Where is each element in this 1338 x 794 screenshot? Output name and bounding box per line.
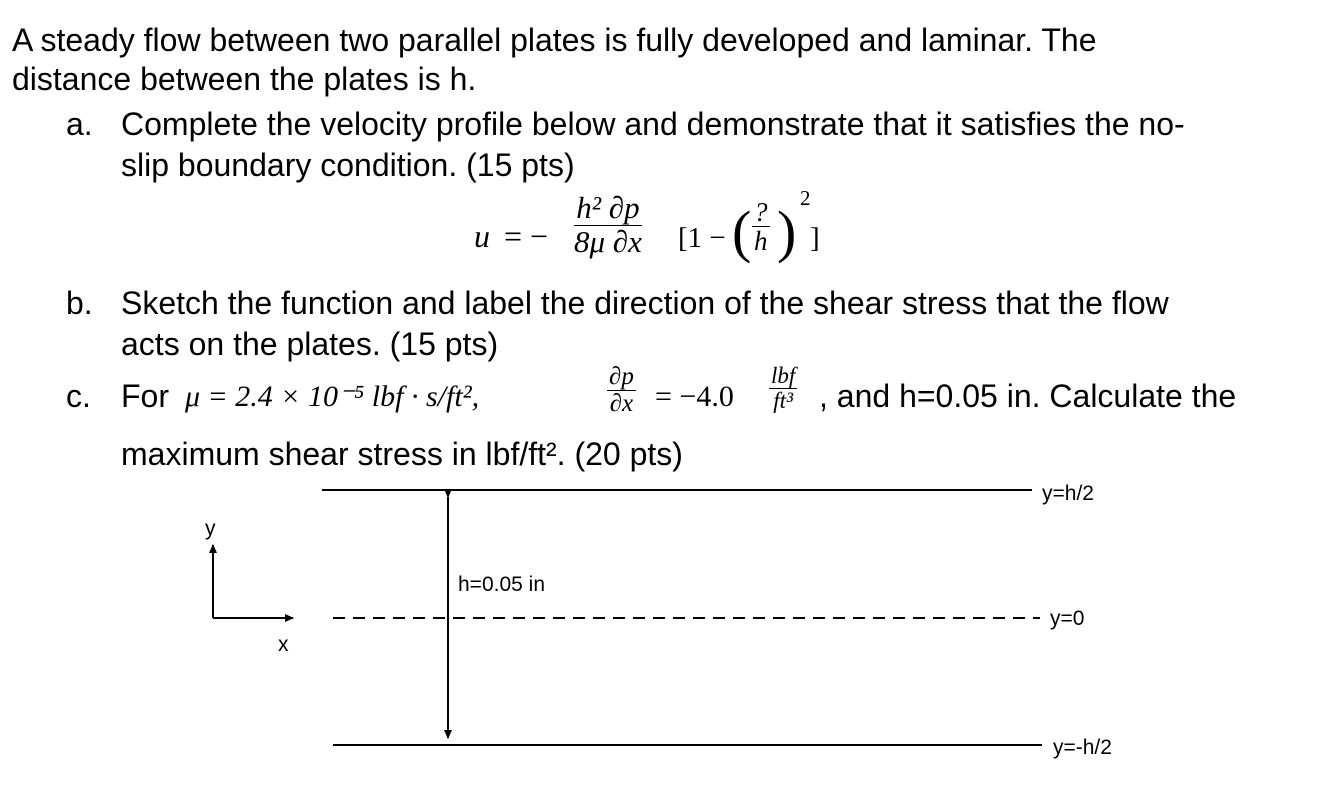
- eq-exponent: 2: [800, 186, 811, 210]
- eq-inner-denominator: h: [754, 226, 768, 257]
- height-label: h=0.05 in: [458, 573, 545, 596]
- eq-u: u: [474, 218, 490, 254]
- part-b-marker: b.: [66, 285, 93, 321]
- part-c-gradient-value: = −4.0: [655, 380, 734, 413]
- intro-line-2: distance between the plates is h.: [12, 61, 477, 97]
- eq-coef-denominator: 8μ ∂x: [574, 223, 642, 259]
- part-b-line-1: Sketch the function and label the direction of the shear stress that the flow: [121, 285, 1169, 321]
- eq-equals-minus: = −: [504, 218, 549, 254]
- top-plate-label: y=h/2: [1042, 482, 1094, 505]
- part-c-for: For: [121, 378, 169, 414]
- part-c-marker: c.: [66, 378, 91, 414]
- bottom-plate-label: y=-h/2: [1053, 736, 1112, 759]
- eq-bracket-close: ]: [810, 222, 820, 254]
- part-c-dx: ∂x: [609, 390, 634, 418]
- part-a-line-2: slip boundary condition. (15 pts): [121, 147, 575, 183]
- part-a-marker: a.: [66, 106, 93, 142]
- eq-inner-numerator: ?: [754, 197, 768, 227]
- part-c-dp: ∂p: [609, 363, 634, 390]
- eq-bracket-open: [1 −: [678, 222, 726, 254]
- y-axis-label: y: [205, 517, 216, 540]
- part-c-rest: , and h=0.05 in. Calculate the: [819, 378, 1237, 414]
- part-a-line-1: Complete the velocity profile below and demonstrate that it satisfies the no-: [121, 106, 1185, 142]
- eq-coef-numerator: h² ∂p: [574, 192, 642, 226]
- part-b-line-2: acts on the plates. (15 pts): [121, 326, 499, 362]
- eq-right-paren: ): [777, 199, 797, 264]
- part-c-unit-ft3: ft³: [773, 388, 793, 414]
- centerline-label: y=0: [1050, 607, 1085, 630]
- x-axis-label: x: [278, 633, 289, 656]
- eq-left-paren: (: [732, 199, 752, 264]
- part-c-line-2: maximum shear stress in lbf/ft². (20 pts): [121, 436, 683, 472]
- part-c-unit-lbf: lbf: [771, 363, 796, 388]
- part-c-mu-expression: μ = 2.4 × 10⁻⁵ lbf · s/ft²,: [185, 380, 480, 413]
- intro-line-1: A steady flow between two parallel plates is fully developed and laminar. The: [12, 22, 1097, 58]
